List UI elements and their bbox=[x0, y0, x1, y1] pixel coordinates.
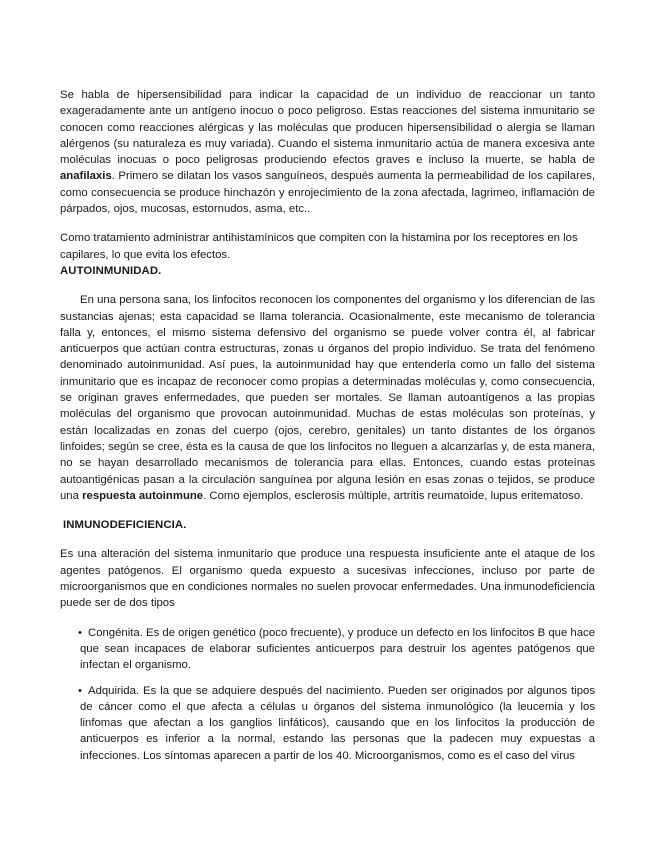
document-page bbox=[60, 87, 595, 764]
text-run: Se habla de hipersensibilidad para indicar la capacidad de un individuo de reaccionar un tanto exageradamente ante un antígeno inocuo o poco peligroso. Estas reacciones del sistema inmunitario se conocen como reacciones alérgicas y las moléculas que producen hipersensibilidad o alergia se llaman alérgenos (su naturaleza es muy variada). Cuando el sistema inmunitario actúa de manera excesiva ante moléculas inocuas o poco peligrosas produciendo efectos graves e incluso la muerte, se habla de bbox=[60, 89, 595, 167]
paragraph-inmunodeficiencia: Es una alteración del sistema inmunitario que produce una respuesta insuficiente ante el ataque de los agentes patógenos. El organismo queda expuesto a sucesivas infecciones, incluso por parte de microorganismos que en condiciones normales no suelen provocar enfermedades. Una inmunodeficiencia puede ser de dos tipos bbox=[60, 548, 595, 610]
bullet-text: Adquirida. Es la que se adquiere después del nacimiento. Pueden ser originados por algunos tipos de cáncer como el que afecta a células u órganos del sistema inmunológico (la leucemia y los linfomas que afectan a los ganglios linfáticos), causando que en los linfocitos la producción de anticuerpos es inferior a la normal, estando las personas que la padecen muy expuestas a infecciones. Los síntomas aparecen a partir de los 40. Microorganismos, como es el caso del virus bbox=[80, 684, 595, 762]
paragraph-tratamiento: Como tratamiento administrar antihistamínicos que compiten con la histamina por los receptores en los capilares, lo que evita los efectos. bbox=[60, 232, 578, 261]
heading-inmunodeficiencia: INMUNODEFICIENCIA. bbox=[63, 519, 187, 532]
bullet-icon: • bbox=[78, 626, 82, 639]
text-run: . Primero se dilatan los vasos sanguíneos, después aumenta la permeabilidad de los capilares, como consecuencia se produce hinchazón y enrojecimiento de la zona afectada, lagrimeo, inflamación de párpados, ojos, mucosas, estornudos, asma, etc.. bbox=[60, 170, 595, 216]
heading-autoinmunidad: AUTOINMUNIDAD. bbox=[60, 264, 162, 277]
bullet-text: Congénita. Es de origen genético (poco frecuente), y produce un defecto en los linfocitos B que hace que sean incapaces de elaborar suficientes anticuerpos para destruir los agentes patógenos que infectan el organismo. bbox=[80, 626, 596, 672]
text-run: . Como ejemplos, esclerosis múltiple, artritis reumatoide, lupus eritematoso. bbox=[203, 489, 584, 502]
bullet-icon: • bbox=[78, 684, 82, 697]
paragraph-autoinmunidad bbox=[60, 292, 595, 504]
bullet-adquirida bbox=[60, 683, 595, 764]
text-run: En una persona sana, los linfocitos reconocen los componentes del organismo y los diferencian de las sustancias ajenas; esta capacidad se llama tolerancia. Ocasionalmente, este mecanismo de tolerancia falla y, entonces, el mismo sistema defensivo del organismo se puede volver contra él, al fabricar anticuerpos que actúan contra estructuras, zonas u órganos del propio individuo. Se trata del fenómeno denominado autoinmunidad. Así pues, la autoinmunidad hay que entenderla como un fallo del sistema inmunitario que es incapaz de reconocer como propias a determinadas moléculas y, como consecuencia, se originan graves enfermedades, que pueden ser mortales. Se llaman autoantígenos a las propias moléculas del organismo que provocan autoinmunidad. Muchas de estas moléculas son proteínas, y están localizadas en zonas del cuerpo (ojos, cerebro, genitales) un tanto distantes de los órganos linfoides; según se cree, ésta es la causa de que los linfocitos no lleguen a alcanzarlas y, de esta manera, no se hayan desarrollado mecanismos de tolerancia para ellas. Entonces, cuando estas proteínas autoantigénicas pasan a la circulación sanguínea por alguna lesión en esas zonas o tejidos, se produce una bbox=[60, 294, 595, 502]
term-anafilaxis: anafilaxis bbox=[60, 170, 112, 183]
paragraph-hipersensibilidad bbox=[60, 87, 595, 217]
bullet-congenita bbox=[60, 625, 595, 674]
term-respuesta-autoinmune: respuesta autoinmune bbox=[82, 489, 204, 502]
